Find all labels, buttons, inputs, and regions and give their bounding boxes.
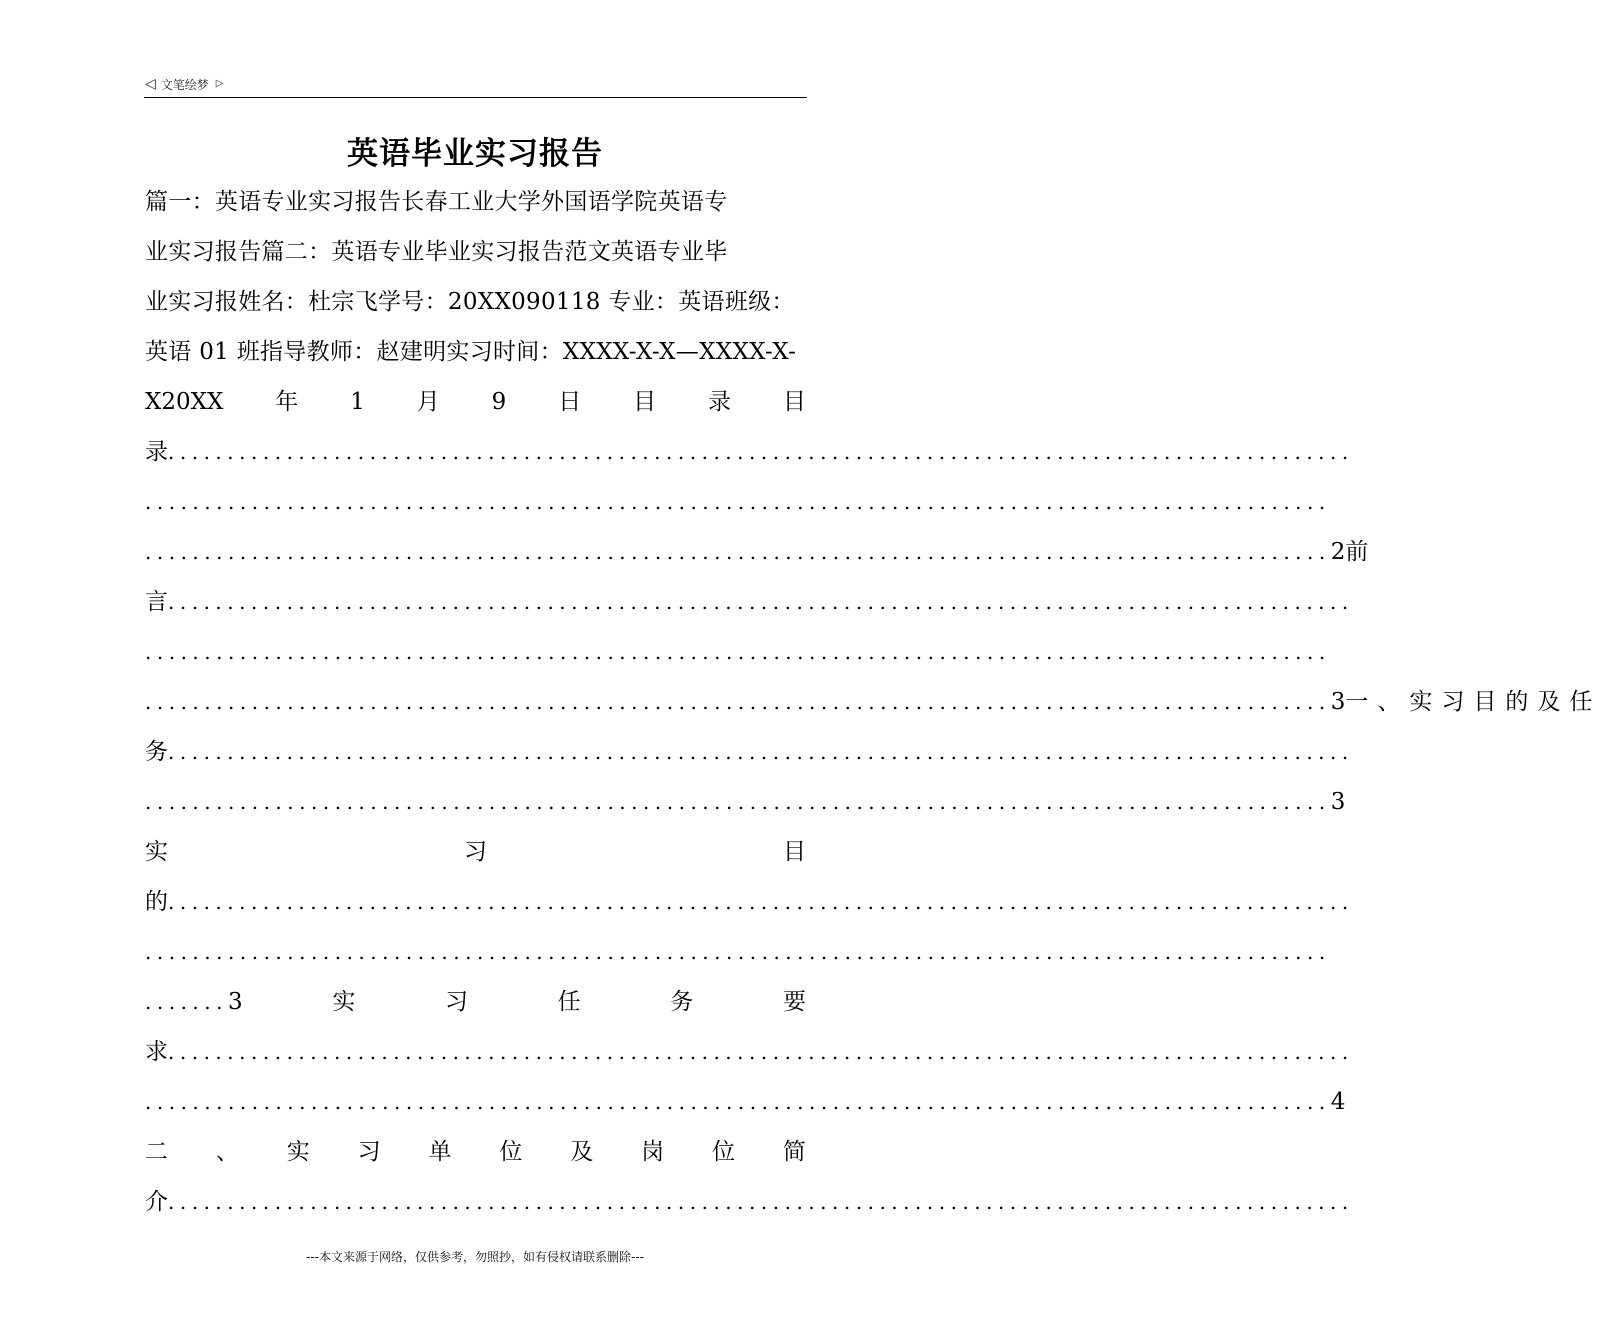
- toc-leader: ....................................................................................................: [168, 740, 1354, 764]
- toc-entry: [145, 877, 1354, 927]
- toc-label: 要: [782, 989, 806, 1015]
- toc-entry: [145, 427, 1354, 477]
- toc-label: 介: [145, 1189, 168, 1215]
- paragraph-line: 业实习报告篇二：英语专业毕业实习报告范文英语专业毕: [145, 239, 728, 265]
- toc-page-number: 4: [1330, 1089, 1346, 1115]
- date-token: 目: [633, 389, 657, 415]
- page-header: [145, 74, 224, 94]
- date-token: 月: [416, 389, 440, 415]
- toc-entry: [145, 527, 1369, 577]
- toc-leader-group: [145, 977, 243, 1027]
- toc-leader: ....................................................................................................: [168, 890, 1354, 914]
- date-line: [145, 377, 806, 427]
- toc-label: 习: [464, 839, 487, 865]
- date-token: 日: [558, 389, 582, 415]
- toc-label: 习: [444, 989, 468, 1015]
- toc-entry: [145, 1127, 806, 1177]
- toc-leader-line: [145, 477, 1331, 527]
- toc-page-number: 3: [228, 989, 243, 1015]
- toc-leader: ....................................................................................................: [168, 590, 1354, 614]
- toc-label: 实: [286, 1139, 310, 1165]
- toc-label: 务: [670, 989, 694, 1015]
- toc-entry: [145, 777, 1346, 827]
- toc-label: 习: [357, 1139, 381, 1165]
- toc-label: 简: [782, 1139, 806, 1165]
- toc-entry: [145, 977, 806, 1027]
- toc-entry: [145, 1177, 1354, 1227]
- toc-entry: [145, 1077, 1346, 1127]
- date-token: 9: [491, 389, 507, 415]
- toc-leader: .......: [145, 990, 229, 1014]
- date-token: X20XX: [145, 389, 224, 415]
- toc-leader: ....................................................................................................: [145, 1090, 1331, 1114]
- toc-leader-line: [145, 627, 1331, 677]
- paragraph-line: 英语 01 班指导教师：赵建明实习时间：XXXX-X-X—XXXX-X-: [145, 339, 797, 365]
- toc-entry: [145, 577, 1354, 627]
- date-token: 1: [350, 389, 365, 415]
- toc-label: 目: [783, 839, 806, 865]
- toc-label: 及: [570, 1139, 594, 1165]
- paragraph-line: 业实习报姓名：杜宗飞学号：20XX090118 专业：英语班级：: [145, 289, 795, 315]
- date-token: 目: [782, 389, 806, 415]
- toc-page-number: 3: [1330, 789, 1346, 815]
- toc-leader: ....................................................................................................: [145, 790, 1331, 814]
- date-token: 年: [275, 389, 299, 415]
- toc-label: 二: [145, 1139, 168, 1165]
- toc-label: 前: [1345, 539, 1369, 565]
- toc-label: 的: [145, 889, 168, 915]
- paragraph-line: 篇一：英语专业实习报告长春工业大学外国语学院英语专: [145, 189, 728, 215]
- toc-leader: ....................................................................................................: [168, 1040, 1354, 1064]
- toc-label: 单: [428, 1139, 452, 1165]
- page-footer: ---本文来源于网络，仅供参考，勿照抄，如有侵权请联系删除---: [306, 1250, 644, 1264]
- toc-label: 务: [145, 739, 168, 765]
- toc-label: 、: [215, 1139, 239, 1165]
- toc-label: 言: [145, 589, 168, 615]
- toc-leader: ....................................................................................................: [145, 690, 1331, 714]
- toc-label: 实: [145, 839, 168, 865]
- triangle-left-icon: ◁: [145, 76, 156, 92]
- document-title: 英语毕业实习报告: [347, 136, 603, 172]
- toc-label: 位: [712, 1139, 735, 1165]
- toc-leader-line: [145, 927, 1331, 977]
- toc-label: 位: [499, 1139, 523, 1165]
- triangle-right-icon: ▷: [215, 78, 224, 89]
- toc-label: 岗: [641, 1139, 665, 1165]
- toc-label: 任: [557, 989, 581, 1015]
- toc-entry: [145, 827, 806, 877]
- date-token: 录: [708, 389, 732, 415]
- toc-page-number: 2: [1330, 539, 1346, 565]
- toc-label: 录: [145, 439, 168, 465]
- toc-leader: ....................................................................................................: [145, 540, 1331, 564]
- document-body: [145, 177, 1601, 1227]
- header-divider: [144, 97, 807, 98]
- toc-entry: [145, 677, 1601, 727]
- toc-page-number: 3: [1330, 689, 1346, 715]
- toc-leader: ....................................................................................................: [168, 440, 1354, 464]
- toc-label: 一、实习目的及任: [1345, 689, 1601, 715]
- toc-leader: ....................................................................................................: [145, 640, 1331, 664]
- toc-leader: ....................................................................................................: [145, 940, 1331, 964]
- toc-label: 求: [145, 1039, 168, 1065]
- toc-entry: [145, 727, 1354, 777]
- header-brand: 文笔绘梦: [160, 77, 209, 92]
- toc-entry: [145, 1027, 1354, 1077]
- toc-leader: ....................................................................................................: [168, 1190, 1354, 1214]
- toc-label: 实: [332, 989, 356, 1015]
- toc-leader: ....................................................................................................: [145, 490, 1331, 514]
